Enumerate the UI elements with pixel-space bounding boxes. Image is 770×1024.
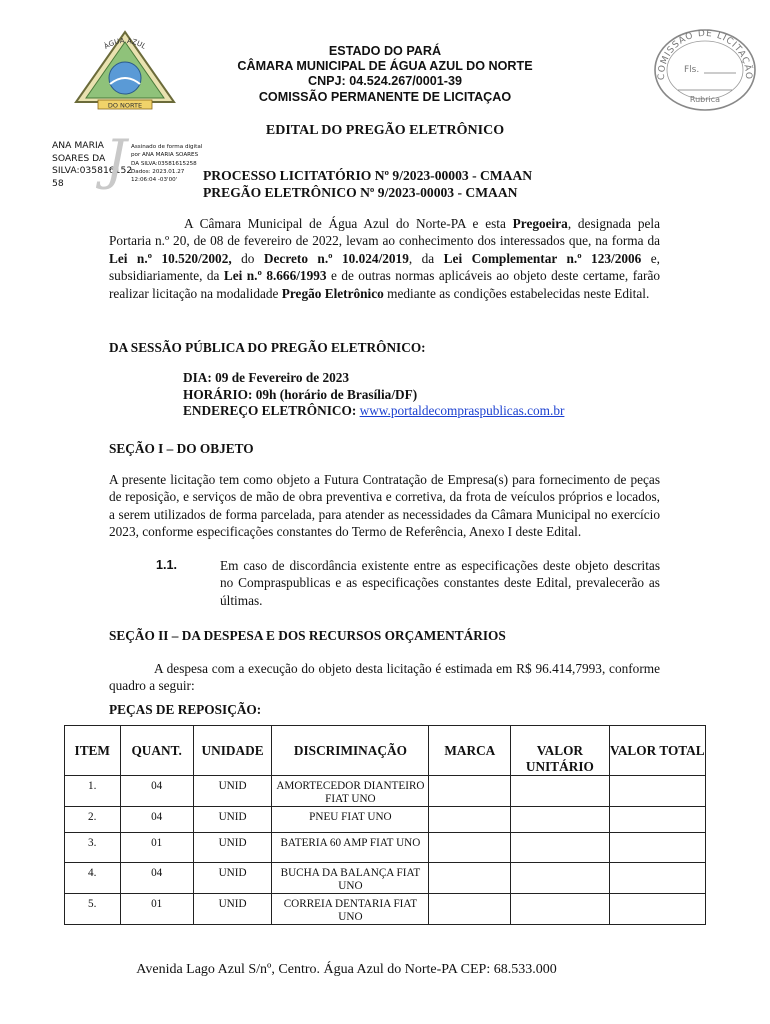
signature-name-line: ANA MARIA <box>52 140 104 151</box>
intro-text: A Câmara Municipal de Água Azul do Norte-PA e esta <box>184 216 513 231</box>
cell-marca <box>429 776 511 807</box>
session-heading: DA SESSÃO PÚBLICA DO PREGÃO ELETRÔNICO: <box>109 340 426 355</box>
header-commission: COMISSÃO PERMANENTE DE LICITAÇAO <box>258 89 512 104</box>
intro-emphasis: Lei n.º 10.520/2002, <box>109 250 232 266</box>
cell-item: 4. <box>65 863 121 894</box>
intro-emphasis: Lei n.º 8.666/1993 <box>223 268 327 284</box>
signature-detail-line: DA SILVA:03581615258 <box>131 160 197 167</box>
signature-detail-line: Dados: 2023.01.27 <box>131 168 185 175</box>
signature-details <box>131 143 211 184</box>
stamp-rubrica-label: Rubrica <box>689 95 721 104</box>
pregao-number: PREGÃO ELETRÔNICO Nº 9/2023-00003 - CMAAN <box>203 185 518 200</box>
logo-top-text: ÁGUA AZUL <box>102 36 148 51</box>
col-header-unidade: UNIDADE <box>193 726 272 776</box>
col-header-marca: MARCA <box>429 726 511 776</box>
cell-valor-total <box>609 807 705 833</box>
intro-text: do <box>231 250 264 266</box>
header-chamber: CÂMARA MUNICIPAL DE ÁGUA AZUL DO NORTE <box>237 59 533 74</box>
cell-discriminacao: AMORTECEDOR DIANTEIRO FIAT UNO <box>272 776 429 807</box>
intro-emphasis: Pregão Eletrônico <box>281 285 384 301</box>
session-info <box>183 370 564 420</box>
intro-text: , da <box>408 250 444 266</box>
portal-link[interactable]: www.portaldecompraspublicas.com.br <box>359 403 565 419</box>
col-header-quant: QUANT. <box>120 726 193 776</box>
stamp-fls-label: Fls. <box>684 65 700 75</box>
cell-valor-total <box>609 863 705 894</box>
intro-text: e de outras normas aplicáveis ao objeto deste certame, farão realizar licitação na modalidade <box>109 268 660 301</box>
svg-text:COMISSÃO DE LICITAÇÃO <box>657 29 754 80</box>
page-footer-address: Avenida Lago Azul S/nº, Centro. Água Azul do Norte-PA CEP: 68.533.000 <box>136 962 557 977</box>
cell-quant: 04 <box>120 807 193 833</box>
cell-quant: 04 <box>120 776 193 807</box>
cell-unidade: UNID <box>193 863 272 894</box>
signature-name-line: 58 <box>52 177 64 189</box>
col-header-item: ITEM <box>65 726 121 776</box>
col-header-valor-total: VALOR TOTAL <box>609 726 705 776</box>
logo-bottom-text: DO NORTE <box>107 101 143 110</box>
cell-valor-total <box>609 894 705 925</box>
table-row <box>65 776 706 807</box>
col-header-discriminacao: DISCRIMINAÇÃO <box>272 726 429 776</box>
cell-item: 5. <box>65 894 121 925</box>
stamp-ring-text: COMISSÃO DE LICITAÇÃO <box>656 28 754 81</box>
cell-quant: 04 <box>120 863 193 894</box>
commission-stamp <box>650 22 758 112</box>
cell-item: 1. <box>65 776 121 807</box>
section2-heading: SEÇÃO II – DA DESPESA E DOS RECURSOS ORÇAMENTÁRIOS <box>109 628 506 643</box>
cell-item: 2. <box>65 807 121 833</box>
cell-marca <box>429 863 511 894</box>
col-header-valor-unitario: VALOR UNITÁRIO <box>511 726 609 776</box>
cell-unidade: UNID <box>193 807 272 833</box>
intro-emphasis: Decreto n.º 10.024/2019 <box>263 250 409 266</box>
table-row <box>65 833 706 863</box>
signature-name-line: SOARES DA <box>52 152 106 164</box>
edital-title: EDITAL DO PREGÃO ELETRÔNICO <box>265 123 505 138</box>
intro-emphasis: Lei Complementar n.º 123/2006 <box>443 250 642 266</box>
header-state: ESTADO DO PARÁ <box>328 44 442 58</box>
cell-valor-unitario <box>511 833 609 863</box>
cell-valor-total <box>609 776 705 807</box>
cell-valor-unitario <box>511 776 609 807</box>
cell-marca <box>429 807 511 833</box>
process-info <box>203 167 623 201</box>
cell-valor-unitario <box>511 807 609 833</box>
intro-paragraph <box>109 215 660 302</box>
signature-name-line: SILVA:035816152 <box>52 165 133 177</box>
cell-unidade: UNID <box>193 776 272 807</box>
signature-detail-line: por ANA MARIA SOARES <box>131 152 199 159</box>
table-row <box>65 863 706 894</box>
section1-text: A presente licitação tem como objeto a Futura Contratação de Empresa(s) para fornecimento de peças de reposição, e serviços de mão de obra preventiva e corretiva, da frota de veículos próprios e locados, a serem utilizados de forma parcelada, para atender as necessidades da Câmara Municipal no exercício 2023, conforme especificações constantes do Termo de Referência, Anexo I deste Edital. <box>109 472 660 540</box>
cell-discriminacao: BATERIA 60 AMP FIAT UNO <box>272 833 429 863</box>
section1-item <box>156 557 660 609</box>
cell-valor-unitario <box>511 894 609 925</box>
cell-valor-unitario <box>511 863 609 894</box>
table-header-row <box>65 726 706 776</box>
session-address-label: ENDEREÇO ELETRÔNICO: <box>183 403 357 419</box>
signature-detail-line: 12:06:04 -03'00' <box>131 177 178 184</box>
signature-mark: J <box>105 128 127 191</box>
section1-item-text: Em caso de discordância existente entre as especificações deste objeto descritas no Compraspublicas e as especificações constantes deste Edital, prevalecerão as últimas. <box>220 558 660 608</box>
document-header <box>150 44 620 105</box>
intro-text: mediante as condições estabelecidas neste Edital. <box>383 285 650 301</box>
section2-text: A despesa com a execução do objeto desta licitação é estimada em R$ 96.414,7993, conforme quadro a seguir: <box>109 661 660 694</box>
section1-heading: SEÇÃO I – DO OBJETO <box>109 441 254 456</box>
cell-marca <box>429 833 511 863</box>
signature-detail-line: Assinado de forma digital <box>131 144 203 150</box>
table-title: PEÇAS DE REPOSIÇÃO: <box>109 702 262 717</box>
header-cnpj: CNPJ: 04.524.267/0001-39 <box>307 74 463 89</box>
parts-table <box>64 725 706 925</box>
cell-item: 3. <box>65 833 121 863</box>
table-row <box>65 807 706 833</box>
session-date: DIA: 09 de Fevereiro de 2023 <box>183 370 350 385</box>
cell-unidade: UNID <box>193 894 272 925</box>
cell-discriminacao: CORREIA DENTARIA FIAT UNO <box>272 894 429 925</box>
intro-emphasis: Pregoeira <box>512 216 568 231</box>
section1-item-number: 1.1. <box>156 558 178 572</box>
cell-valor-total <box>609 833 705 863</box>
intro-text: e, subsidiariamente, da <box>109 250 660 284</box>
cell-quant: 01 <box>120 833 193 863</box>
cell-marca <box>429 894 511 925</box>
cell-discriminacao: BUCHA DA BALANÇA FIAT UNO <box>272 863 429 894</box>
intro-text: , designada pela Portaria n.º 20, de 08 de fevereiro de 2022, levam ao conhecimento dos interessados que, na forma da <box>109 216 660 249</box>
cell-unidade: UNID <box>193 833 272 863</box>
process-number: PROCESSO LICITATÓRIO Nº 9/2023-00003 - CMAAN <box>203 168 533 183</box>
session-time: HORÁRIO: 09h (horário de Brasília/DF) <box>183 386 418 402</box>
cell-discriminacao: PNEU FIAT UNO <box>272 807 429 833</box>
cell-quant: 01 <box>120 894 193 925</box>
table-row <box>65 894 706 925</box>
session-address <box>183 403 564 420</box>
